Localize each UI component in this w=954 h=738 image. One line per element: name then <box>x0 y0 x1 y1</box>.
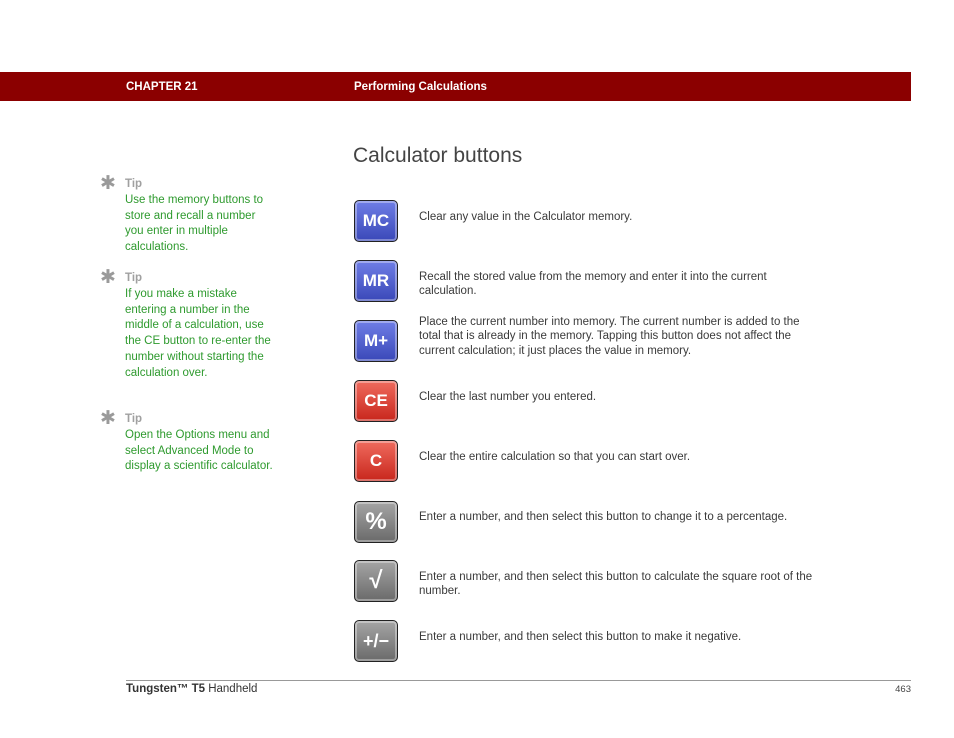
button-description: Enter a number, and then select this button to change it to a percentage. <box>419 511 788 523</box>
button-row-percent <box>354 501 824 545</box>
asterisk-icon: ✱ <box>100 173 116 194</box>
button-row-mr <box>354 260 824 304</box>
c-button-icon: C <box>354 440 398 482</box>
button-description: Clear any value in the Calculator memory. <box>419 211 633 223</box>
button-row-c <box>354 440 824 484</box>
button-row-ce <box>354 380 824 424</box>
asterisk-icon: ✱ <box>100 408 116 429</box>
page-number: 463 <box>895 684 911 695</box>
footer-product-name <box>126 683 257 695</box>
square-root-button-icon: √ <box>354 560 398 602</box>
product-name-rest: Handheld <box>205 683 258 695</box>
button-row-m-plus <box>354 316 824 364</box>
button-description: Clear the entire calculation so that you can start over. <box>419 451 691 463</box>
asterisk-icon: ✱ <box>100 267 116 288</box>
button-description: Clear the last number you entered. <box>419 391 597 403</box>
tip-label: Tip <box>125 272 143 284</box>
button-description: Place the current number into memory. The current number is added to the total that is already in the memory. Tapping this button does not affect the current calculation; it just places the value in memory. <box>419 316 800 357</box>
mr-button-icon: MR <box>354 260 398 302</box>
m-plus-button-icon: M+ <box>354 320 398 362</box>
mc-button-icon: MC <box>354 200 398 242</box>
footer-divider <box>126 680 911 681</box>
tip-text: Open the Options menu and select Advanced Mode to display a scientific calculator. <box>125 429 273 473</box>
chapter-label: CHAPTER 21 <box>126 81 198 93</box>
button-row-mc <box>354 200 824 244</box>
button-description: Recall the stored value from the memory and enter it into the current calculation. <box>419 271 767 298</box>
button-description: Enter a number, and then select this button to make it negative. <box>419 631 742 643</box>
chapter-title: Performing Calculations <box>354 81 487 93</box>
tip-text: If you make a mistake entering a number in the middle of a calculation, use the CE button to re-enter the number without starting the calculation over. <box>125 288 271 379</box>
product-name-bold: Tungsten™ T5 <box>126 683 206 695</box>
chapter-header-bar <box>0 72 911 101</box>
percent-button-icon: % <box>354 501 398 543</box>
button-row-square-root <box>354 560 824 604</box>
button-description: Enter a number, and then select this button to calculate the square root of the number. <box>419 571 813 598</box>
ce-button-icon: CE <box>354 380 398 422</box>
button-row-plus-minus <box>354 620 824 664</box>
plus-minus-button-icon: +/− <box>354 620 398 662</box>
page-title: Calculator buttons <box>353 144 523 167</box>
tip-label: Tip <box>125 413 143 425</box>
tip-text: Use the memory buttons to store and recall a number you enter in multiple calculations. <box>125 194 264 254</box>
tip-label: Tip <box>125 178 143 190</box>
